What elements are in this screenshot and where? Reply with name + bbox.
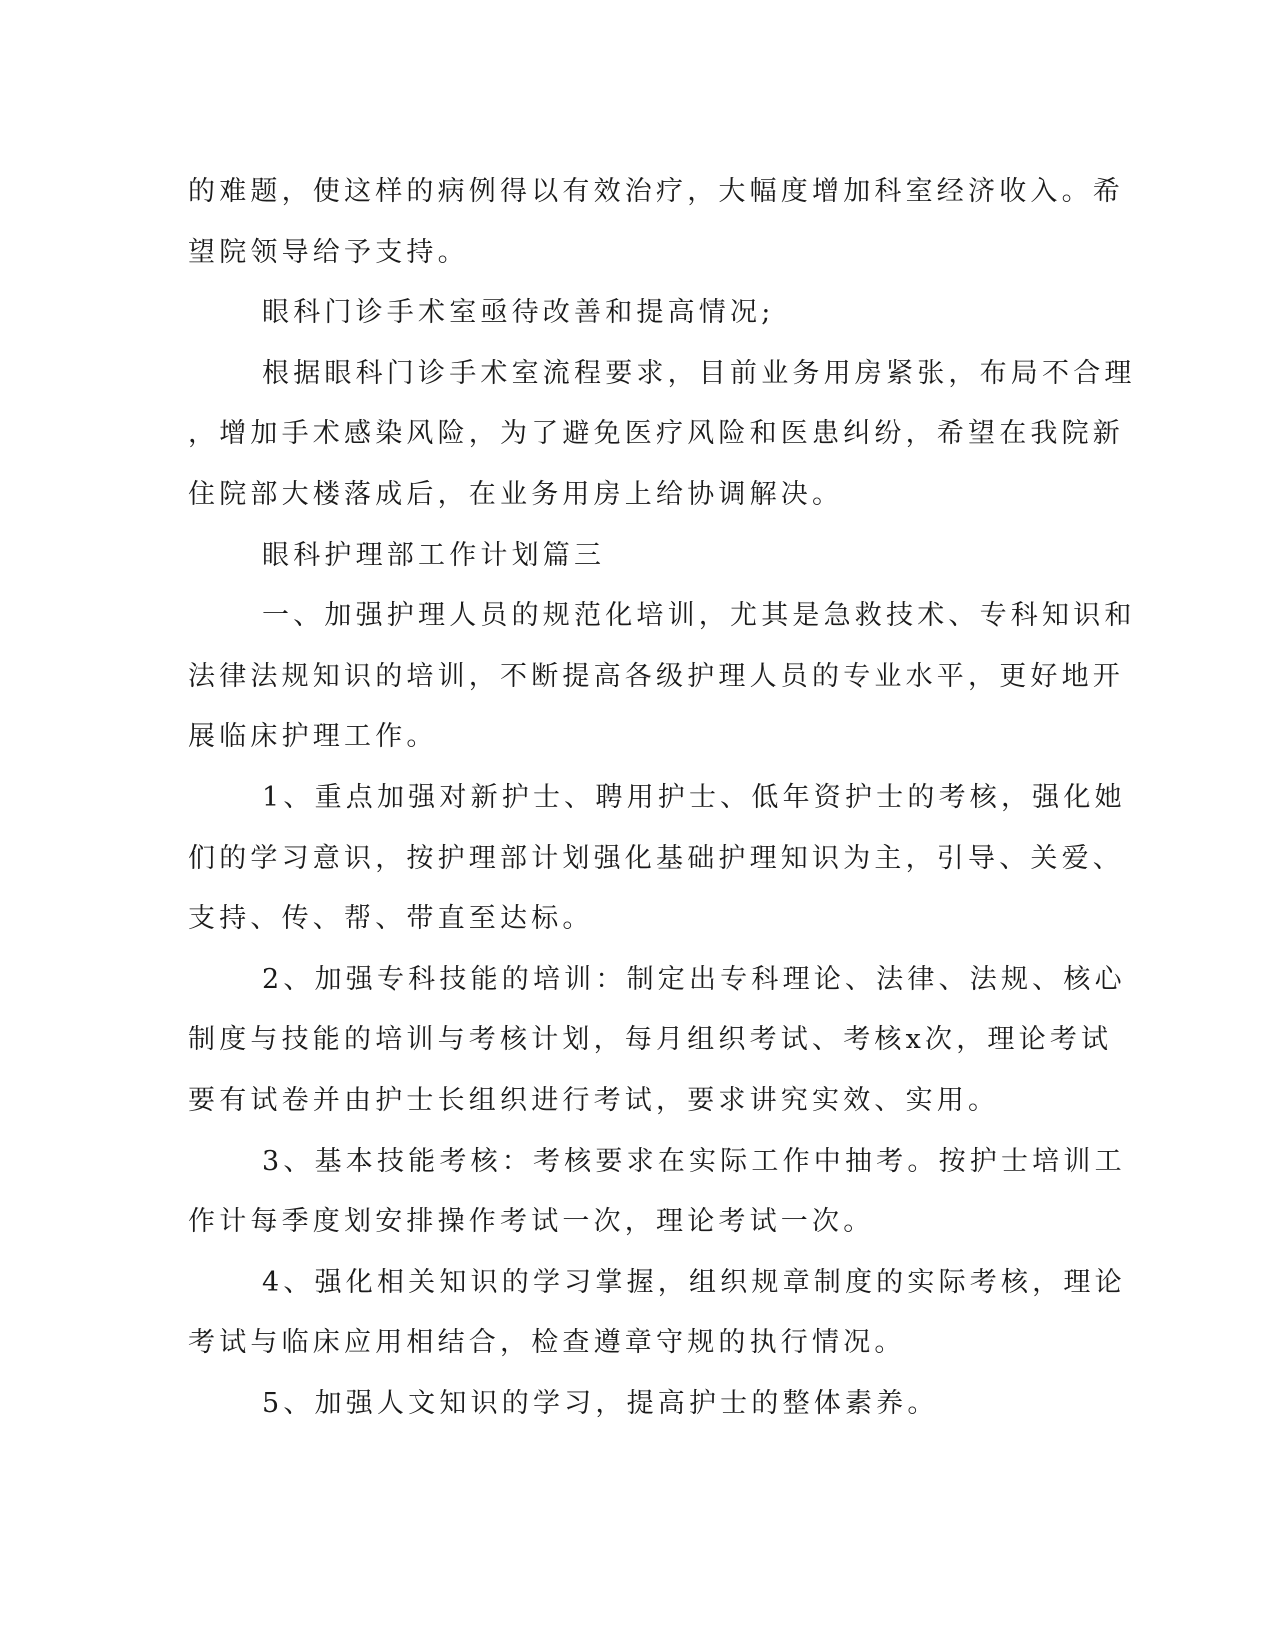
text-line-4: 根据眼科门诊手术室流程要求，目前业务用房紧张，布局不合理 xyxy=(262,357,1136,389)
text-line-19: 4、强化相关知识的学习掌握，组织规章制度的实际考核，理论 xyxy=(262,1266,1126,1298)
text-line-20: 考试与临床应用相结合，检查遵章守规的执行情况。 xyxy=(188,1327,906,1359)
text-line-17: 3、基本技能考核：考核要求在实际工作中抽考。按护士培训工 xyxy=(262,1145,1126,1177)
text-line-8: 一、加强护理人员的规范化培训，尤其是急救技术、专科知识和 xyxy=(262,600,1136,632)
text-line-16: 要有试卷并由护士长组织进行考试，要求讲究实效、实用。 xyxy=(188,1084,1000,1116)
text-line-3: 眼科门诊手术室亟待改善和提高情况; xyxy=(262,297,775,329)
text-line-2: 望院领导给予支持。 xyxy=(188,236,469,268)
text-line-11: 1、重点加强对新护士、聘用护士、低年资护士的考核，强化她 xyxy=(262,781,1126,813)
text-line-5: ，增加手术感染风险，为了避免医疗风险和医患纠纷，希望在我院新 xyxy=(188,418,1124,450)
document-body xyxy=(188,162,1136,1434)
text-line-6: 住院部大楼落成后，在业务用房上给协调解决。 xyxy=(188,478,844,510)
text-line-15: 制度与技能的培训与考核计划，每月组织考试、考核x次，理论考试 xyxy=(188,1024,1113,1056)
text-line-14: 2、加强专科技能的培训：制定出专科理论、法律、法规、核心 xyxy=(262,963,1126,995)
text-line-1: 的难题，使这样的病例得以有效治疗，大幅度增加科室经济收入。希 xyxy=(188,176,1124,207)
text-line-21: 5、加强人文知识的学习，提高护士的整体素养。 xyxy=(262,1387,939,1419)
text-line-10: 展临床护理工作。 xyxy=(188,721,438,753)
text-line-13: 支持、传、帮、带直至达标。 xyxy=(188,903,594,935)
section-heading: 眼科护理部工作计划篇三 xyxy=(262,539,606,571)
text-line-18: 作计每季度划安排操作考试一次，理论考试一次。 xyxy=(188,1206,875,1238)
text-line-12: 们的学习意识，按护理部计划强化基础护理知识为主，引导、关爱、 xyxy=(188,842,1124,874)
text-line-9: 法律法规知识的培训，不断提高各级护理人员的专业水平，更好地开 xyxy=(188,660,1124,692)
